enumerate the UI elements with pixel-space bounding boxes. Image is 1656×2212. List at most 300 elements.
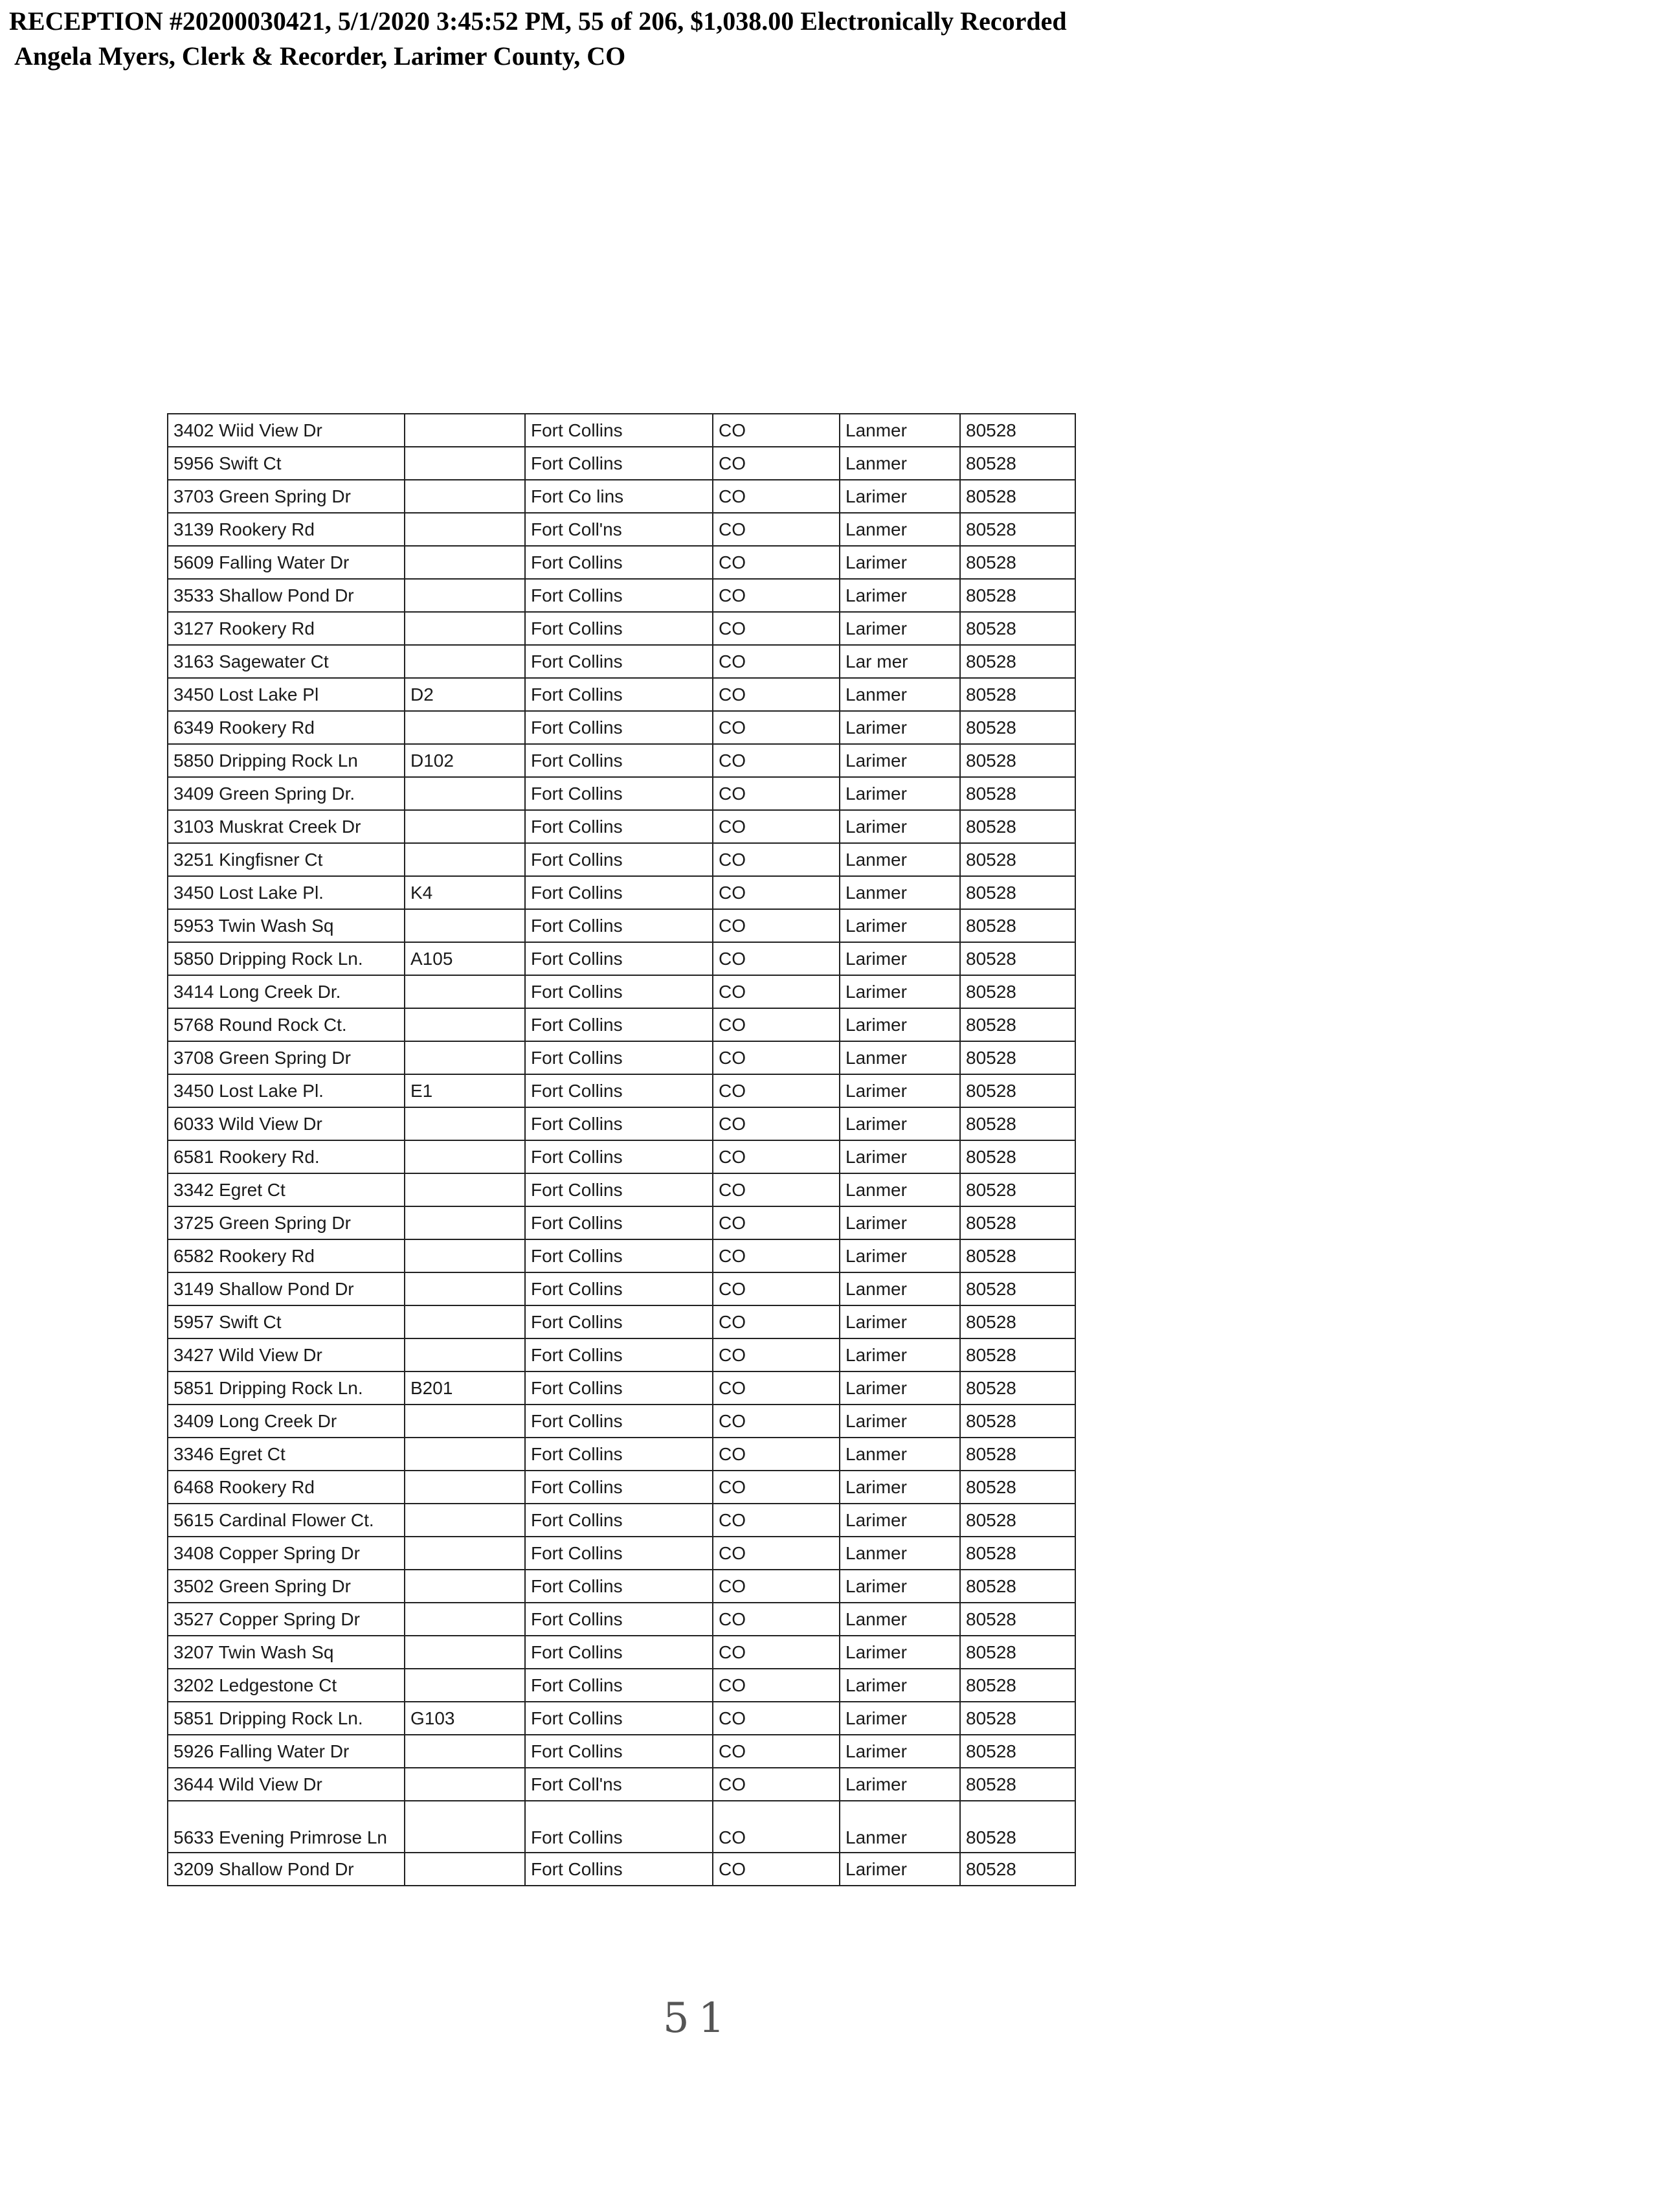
county-cell: Larimer bbox=[840, 579, 960, 612]
state-cell: CO bbox=[713, 909, 840, 942]
unit-cell bbox=[405, 1173, 525, 1206]
address-cell: 3149 Shallow Pond Dr bbox=[168, 1272, 405, 1305]
city-cell: Fort Collins bbox=[525, 1801, 713, 1853]
address-cell: 5953 Twin Wash Sq bbox=[168, 909, 405, 942]
zip-cell: 80528 bbox=[960, 1041, 1075, 1074]
table-row bbox=[168, 579, 1075, 612]
unit-cell bbox=[405, 1636, 525, 1669]
state-cell: CO bbox=[713, 1702, 840, 1735]
county-cell: Lanmer bbox=[840, 678, 960, 711]
table-row bbox=[168, 975, 1075, 1008]
table-row bbox=[168, 612, 1075, 645]
zip-cell: 80528 bbox=[960, 1338, 1075, 1371]
zip-cell: 80528 bbox=[960, 1471, 1075, 1504]
zip-cell: 80528 bbox=[960, 678, 1075, 711]
address-cell: 3725 Green Spring Dr bbox=[168, 1206, 405, 1239]
state-cell: CO bbox=[713, 1074, 840, 1107]
county-cell: Larimer bbox=[840, 909, 960, 942]
county-cell: Lanmer bbox=[840, 447, 960, 480]
unit-cell bbox=[405, 1140, 525, 1173]
zip-cell: 80528 bbox=[960, 447, 1075, 480]
state-cell: CO bbox=[713, 414, 840, 447]
city-cell: Fort Collins bbox=[525, 1239, 713, 1272]
state-cell: CO bbox=[713, 1735, 840, 1768]
city-cell: Fort Collins bbox=[525, 1636, 713, 1669]
zip-cell: 80528 bbox=[960, 1853, 1075, 1886]
address-cell: 3251 Kingfisner Ct bbox=[168, 843, 405, 876]
state-cell: CO bbox=[713, 612, 840, 645]
city-cell: Fort Collins bbox=[525, 1735, 713, 1768]
address-cell: 3127 Rookery Rd bbox=[168, 612, 405, 645]
county-cell: Larimer bbox=[840, 1504, 960, 1537]
state-cell: CO bbox=[713, 1371, 840, 1405]
county-cell: Lanmer bbox=[840, 843, 960, 876]
zip-cell: 80528 bbox=[960, 711, 1075, 744]
city-cell: Fort Collins bbox=[525, 942, 713, 975]
state-cell: CO bbox=[713, 678, 840, 711]
unit-cell bbox=[405, 513, 525, 546]
county-cell: Larimer bbox=[840, 480, 960, 513]
state-cell: CO bbox=[713, 942, 840, 975]
table-row bbox=[168, 1338, 1075, 1371]
zip-cell: 80528 bbox=[960, 546, 1075, 579]
address-cell: 3644 Wild View Dr bbox=[168, 1768, 405, 1801]
county-cell: Larimer bbox=[840, 711, 960, 744]
zip-cell: 80528 bbox=[960, 1305, 1075, 1338]
unit-cell bbox=[405, 1305, 525, 1338]
unit-cell bbox=[405, 414, 525, 447]
address-cell: 3408 Copper Spring Dr bbox=[168, 1537, 405, 1570]
county-cell: Larimer bbox=[840, 612, 960, 645]
state-cell: CO bbox=[713, 1438, 840, 1471]
city-cell: Fort Collins bbox=[525, 1305, 713, 1338]
state-cell: CO bbox=[713, 1140, 840, 1173]
city-cell: Fort Collins bbox=[525, 645, 713, 678]
county-cell: Lanmer bbox=[840, 1438, 960, 1471]
table-row bbox=[168, 777, 1075, 810]
table-row bbox=[168, 1107, 1075, 1140]
city-cell: Fort Collins bbox=[525, 1371, 713, 1405]
state-cell: CO bbox=[713, 1504, 840, 1537]
county-cell: Larimer bbox=[840, 975, 960, 1008]
address-cell: 6582 Rookery Rd bbox=[168, 1239, 405, 1272]
zip-cell: 80528 bbox=[960, 1438, 1075, 1471]
recording-header bbox=[9, 4, 1067, 74]
city-cell: Fort Collins bbox=[525, 810, 713, 843]
zip-cell: 80528 bbox=[960, 1570, 1075, 1603]
address-cell: 5957 Swift Ct bbox=[168, 1305, 405, 1338]
state-cell: CO bbox=[713, 480, 840, 513]
unit-cell bbox=[405, 1272, 525, 1305]
county-cell: Lanmer bbox=[840, 1173, 960, 1206]
city-cell: Fort Co lins bbox=[525, 480, 713, 513]
zip-cell: 80528 bbox=[960, 1801, 1075, 1853]
zip-cell: 80528 bbox=[960, 1140, 1075, 1173]
county-cell: Larimer bbox=[840, 1471, 960, 1504]
table-row bbox=[168, 1272, 1075, 1305]
city-cell: Fort Collins bbox=[525, 975, 713, 1008]
table-row bbox=[168, 678, 1075, 711]
county-cell: Larimer bbox=[840, 1768, 960, 1801]
table-row bbox=[168, 1801, 1075, 1853]
unit-cell: B201 bbox=[405, 1371, 525, 1405]
county-cell: Larimer bbox=[840, 1371, 960, 1405]
county-cell: Larimer bbox=[840, 546, 960, 579]
table-row bbox=[168, 513, 1075, 546]
zip-cell: 80528 bbox=[960, 810, 1075, 843]
table-row bbox=[168, 1702, 1075, 1735]
state-cell: CO bbox=[713, 810, 840, 843]
page-number: 51 bbox=[663, 1994, 734, 2042]
state-cell: CO bbox=[713, 1008, 840, 1041]
table-row bbox=[168, 843, 1075, 876]
city-cell: Fort Collins bbox=[525, 1669, 713, 1702]
state-cell: CO bbox=[713, 447, 840, 480]
address-cell: 6581 Rookery Rd. bbox=[168, 1140, 405, 1173]
county-cell: Lanmer bbox=[840, 1041, 960, 1074]
city-cell: Fort Collins bbox=[525, 414, 713, 447]
table-row bbox=[168, 1603, 1075, 1636]
zip-cell: 80528 bbox=[960, 777, 1075, 810]
unit-cell bbox=[405, 1338, 525, 1371]
unit-cell bbox=[405, 546, 525, 579]
state-cell: CO bbox=[713, 843, 840, 876]
county-cell: Larimer bbox=[840, 1239, 960, 1272]
county-cell: Larimer bbox=[840, 1107, 960, 1140]
table-row bbox=[168, 1206, 1075, 1239]
city-cell: Fort Collins bbox=[525, 1041, 713, 1074]
address-cell: 3414 Long Creek Dr. bbox=[168, 975, 405, 1008]
city-cell: Fort Collins bbox=[525, 447, 713, 480]
address-table bbox=[167, 413, 1076, 1886]
zip-cell: 80528 bbox=[960, 1405, 1075, 1438]
table-row bbox=[168, 1669, 1075, 1702]
table-row bbox=[168, 1537, 1075, 1570]
address-cell: 3346 Egret Ct bbox=[168, 1438, 405, 1471]
state-cell: CO bbox=[713, 1801, 840, 1853]
address-cell: 3708 Green Spring Dr bbox=[168, 1041, 405, 1074]
city-cell: Fort Collins bbox=[525, 711, 713, 744]
zip-cell: 80528 bbox=[960, 744, 1075, 777]
unit-cell bbox=[405, 711, 525, 744]
state-cell: CO bbox=[713, 579, 840, 612]
table-row bbox=[168, 1735, 1075, 1768]
table-row bbox=[168, 711, 1075, 744]
county-cell: Larimer bbox=[840, 777, 960, 810]
table-row bbox=[168, 546, 1075, 579]
unit-cell bbox=[405, 480, 525, 513]
table-row bbox=[168, 744, 1075, 777]
unit-cell bbox=[405, 645, 525, 678]
zip-cell: 80528 bbox=[960, 975, 1075, 1008]
address-cell: 5850 Dripping Rock Ln bbox=[168, 744, 405, 777]
county-cell: Larimer bbox=[840, 1140, 960, 1173]
address-cell: 3450 Lost Lake Pl. bbox=[168, 876, 405, 909]
unit-cell: A105 bbox=[405, 942, 525, 975]
address-cell: 3450 Lost Lake Pl bbox=[168, 678, 405, 711]
address-cell: 3207 Twin Wash Sq bbox=[168, 1636, 405, 1669]
zip-cell: 80528 bbox=[960, 1735, 1075, 1768]
table-row bbox=[168, 810, 1075, 843]
zip-cell: 80528 bbox=[960, 942, 1075, 975]
zip-cell: 80528 bbox=[960, 909, 1075, 942]
county-cell: Larimer bbox=[840, 1338, 960, 1371]
county-cell: Larimer bbox=[840, 1570, 960, 1603]
zip-cell: 80528 bbox=[960, 1636, 1075, 1669]
table-row bbox=[168, 942, 1075, 975]
address-cell: 3409 Green Spring Dr. bbox=[168, 777, 405, 810]
unit-cell: D102 bbox=[405, 744, 525, 777]
address-cell: 3202 Ledgestone Ct bbox=[168, 1669, 405, 1702]
zip-cell: 80528 bbox=[960, 1008, 1075, 1041]
zip-cell: 80528 bbox=[960, 414, 1075, 447]
county-cell: Larimer bbox=[840, 1405, 960, 1438]
address-cell: 3402 Wiid View Dr bbox=[168, 414, 405, 447]
city-cell: Fort Collins bbox=[525, 579, 713, 612]
unit-cell bbox=[405, 909, 525, 942]
county-cell: Larimer bbox=[840, 744, 960, 777]
table-row bbox=[168, 1636, 1075, 1669]
county-cell: Larimer bbox=[840, 942, 960, 975]
state-cell: CO bbox=[713, 1338, 840, 1371]
city-cell: Fort Collins bbox=[525, 843, 713, 876]
state-cell: CO bbox=[713, 1669, 840, 1702]
address-cell: 5956 Swift Ct bbox=[168, 447, 405, 480]
unit-cell: D2 bbox=[405, 678, 525, 711]
address-cell: 3703 Green Spring Dr bbox=[168, 480, 405, 513]
city-cell: Fort Collins bbox=[525, 744, 713, 777]
reception-info-line: RECEPTION #20200030421, 5/1/2020 3:45:52 PM, 55 of 206, $1,038.00 Electronically Recorded bbox=[9, 6, 1067, 36]
zip-cell: 80528 bbox=[960, 1371, 1075, 1405]
county-cell: Larimer bbox=[840, 1735, 960, 1768]
state-cell: CO bbox=[713, 1405, 840, 1438]
county-cell: Larimer bbox=[840, 1702, 960, 1735]
county-cell: Larimer bbox=[840, 1636, 960, 1669]
state-cell: CO bbox=[713, 777, 840, 810]
address-table-body bbox=[168, 414, 1075, 1886]
county-cell: Lanmer bbox=[840, 876, 960, 909]
city-cell: Fort Collins bbox=[525, 612, 713, 645]
city-cell: Fort Collins bbox=[525, 1702, 713, 1735]
state-cell: CO bbox=[713, 1768, 840, 1801]
unit-cell bbox=[405, 1471, 525, 1504]
county-cell: Lanmer bbox=[840, 1603, 960, 1636]
city-cell: Fort Collins bbox=[525, 1008, 713, 1041]
unit-cell bbox=[405, 1438, 525, 1471]
address-cell: 5768 Round Rock Ct. bbox=[168, 1008, 405, 1041]
address-cell: 3502 Green Spring Dr bbox=[168, 1570, 405, 1603]
unit-cell bbox=[405, 579, 525, 612]
zip-cell: 80528 bbox=[960, 579, 1075, 612]
zip-cell: 80528 bbox=[960, 1272, 1075, 1305]
city-cell: Fort Collins bbox=[525, 1140, 713, 1173]
table-row bbox=[168, 645, 1075, 678]
unit-cell bbox=[405, 1603, 525, 1636]
state-cell: CO bbox=[713, 1570, 840, 1603]
state-cell: CO bbox=[713, 1041, 840, 1074]
unit-cell bbox=[405, 1239, 525, 1272]
unit-cell bbox=[405, 1405, 525, 1438]
state-cell: CO bbox=[713, 876, 840, 909]
city-cell: Fort Collins bbox=[525, 1603, 713, 1636]
address-cell: 3450 Lost Lake Pl. bbox=[168, 1074, 405, 1107]
state-cell: CO bbox=[713, 711, 840, 744]
address-cell: 3139 Rookery Rd bbox=[168, 513, 405, 546]
address-cell: 6468 Rookery Rd bbox=[168, 1471, 405, 1504]
address-cell: 5609 Falling Water Dr bbox=[168, 546, 405, 579]
state-cell: CO bbox=[713, 1537, 840, 1570]
table-row bbox=[168, 414, 1075, 447]
city-cell: Fort Collins bbox=[525, 1537, 713, 1570]
county-cell: Larimer bbox=[840, 810, 960, 843]
zip-cell: 80528 bbox=[960, 1239, 1075, 1272]
zip-cell: 80528 bbox=[960, 1669, 1075, 1702]
state-cell: CO bbox=[713, 1206, 840, 1239]
zip-cell: 80528 bbox=[960, 876, 1075, 909]
table-row bbox=[168, 1438, 1075, 1471]
unit-cell bbox=[405, 1853, 525, 1886]
county-cell: Larimer bbox=[840, 1305, 960, 1338]
table-row bbox=[168, 447, 1075, 480]
table-row bbox=[168, 1504, 1075, 1537]
city-cell: Fort Collins bbox=[525, 1338, 713, 1371]
zip-cell: 80528 bbox=[960, 1074, 1075, 1107]
address-cell: 5851 Dripping Rock Ln. bbox=[168, 1702, 405, 1735]
unit-cell: G103 bbox=[405, 1702, 525, 1735]
state-cell: CO bbox=[713, 744, 840, 777]
county-cell: Lanmer bbox=[840, 513, 960, 546]
city-cell: Fort Collins bbox=[525, 876, 713, 909]
unit-cell: E1 bbox=[405, 1074, 525, 1107]
county-cell: Lanmer bbox=[840, 414, 960, 447]
zip-cell: 80528 bbox=[960, 1107, 1075, 1140]
county-cell: Lanmer bbox=[840, 1801, 960, 1853]
county-cell: Larimer bbox=[840, 1074, 960, 1107]
county-cell: Lanmer bbox=[840, 1272, 960, 1305]
zip-cell: 80528 bbox=[960, 480, 1075, 513]
city-cell: Fort Collins bbox=[525, 1471, 713, 1504]
city-cell: Fort Collins bbox=[525, 1504, 713, 1537]
city-cell: Fort Collins bbox=[525, 1570, 713, 1603]
state-cell: CO bbox=[713, 1305, 840, 1338]
unit-cell bbox=[405, 1206, 525, 1239]
state-cell: CO bbox=[713, 975, 840, 1008]
county-cell: Larimer bbox=[840, 1853, 960, 1886]
city-cell: Fort Collins bbox=[525, 1272, 713, 1305]
address-cell: 3342 Egret Ct bbox=[168, 1173, 405, 1206]
unit-cell bbox=[405, 1801, 525, 1853]
city-cell: Fort Collins bbox=[525, 546, 713, 579]
address-cell: 3533 Shallow Pond Dr bbox=[168, 579, 405, 612]
zip-cell: 80528 bbox=[960, 1537, 1075, 1570]
address-cell: 3163 Sagewater Ct bbox=[168, 645, 405, 678]
unit-cell bbox=[405, 975, 525, 1008]
city-cell: Fort Collins bbox=[525, 1206, 713, 1239]
city-cell: Fort Collins bbox=[525, 1074, 713, 1107]
table-row bbox=[168, 1405, 1075, 1438]
zip-cell: 80528 bbox=[960, 612, 1075, 645]
table-row bbox=[168, 1239, 1075, 1272]
table-row bbox=[168, 1768, 1075, 1801]
zip-cell: 80528 bbox=[960, 1702, 1075, 1735]
zip-cell: 80528 bbox=[960, 1173, 1075, 1206]
address-cell: 5615 Cardinal Flower Ct. bbox=[168, 1504, 405, 1537]
table-row bbox=[168, 1853, 1075, 1886]
city-cell: Fort Collins bbox=[525, 1438, 713, 1471]
state-cell: CO bbox=[713, 1603, 840, 1636]
zip-cell: 80528 bbox=[960, 1768, 1075, 1801]
recorder-info-line: Angela Myers, Clerk & Recorder, Larimer County, CO bbox=[14, 41, 626, 71]
address-cell: 3209 Shallow Pond Dr bbox=[168, 1853, 405, 1886]
table-row bbox=[168, 1471, 1075, 1504]
state-cell: CO bbox=[713, 1636, 840, 1669]
address-cell: 3527 Copper Spring Dr bbox=[168, 1603, 405, 1636]
table-row bbox=[168, 1371, 1075, 1405]
unit-cell bbox=[405, 1768, 525, 1801]
city-cell: Fort Collins bbox=[525, 1173, 713, 1206]
city-cell: Fort Collins bbox=[525, 678, 713, 711]
address-cell: 3103 Muskrat Creek Dr bbox=[168, 810, 405, 843]
city-cell: Fort Collins bbox=[525, 1107, 713, 1140]
state-cell: CO bbox=[713, 513, 840, 546]
state-cell: CO bbox=[713, 1107, 840, 1140]
city-cell: Fort Collins bbox=[525, 1405, 713, 1438]
table-row bbox=[168, 1305, 1075, 1338]
zip-cell: 80528 bbox=[960, 843, 1075, 876]
unit-cell bbox=[405, 810, 525, 843]
city-cell: Fort Coll'ns bbox=[525, 513, 713, 546]
address-cell: 5926 Falling Water Dr bbox=[168, 1735, 405, 1768]
unit-cell bbox=[405, 1669, 525, 1702]
unit-cell bbox=[405, 1504, 525, 1537]
address-cell: 5851 Dripping Rock Ln. bbox=[168, 1371, 405, 1405]
state-cell: CO bbox=[713, 1239, 840, 1272]
unit-cell bbox=[405, 1041, 525, 1074]
address-cell: 5633 Evening Primrose Ln bbox=[168, 1801, 405, 1853]
state-cell: CO bbox=[713, 645, 840, 678]
unit-cell: K4 bbox=[405, 876, 525, 909]
city-cell: Fort Collins bbox=[525, 909, 713, 942]
address-cell: 3427 Wild View Dr bbox=[168, 1338, 405, 1371]
unit-cell bbox=[405, 843, 525, 876]
state-cell: CO bbox=[713, 1471, 840, 1504]
address-cell: 6349 Rookery Rd bbox=[168, 711, 405, 744]
unit-cell bbox=[405, 1107, 525, 1140]
county-cell: Larimer bbox=[840, 1008, 960, 1041]
table-row bbox=[168, 1173, 1075, 1206]
zip-cell: 80528 bbox=[960, 513, 1075, 546]
unit-cell bbox=[405, 777, 525, 810]
table-row bbox=[168, 1041, 1075, 1074]
county-cell: Lanmer bbox=[840, 1537, 960, 1570]
state-cell: CO bbox=[713, 1853, 840, 1886]
city-cell: Fort Coll'ns bbox=[525, 1768, 713, 1801]
county-cell: Lar mer bbox=[840, 645, 960, 678]
address-cell: 6033 Wild View Dr bbox=[168, 1107, 405, 1140]
state-cell: CO bbox=[713, 1272, 840, 1305]
unit-cell bbox=[405, 447, 525, 480]
unit-cell bbox=[405, 1008, 525, 1041]
county-cell: Larimer bbox=[840, 1206, 960, 1239]
unit-cell bbox=[405, 1570, 525, 1603]
zip-cell: 80528 bbox=[960, 1603, 1075, 1636]
unit-cell bbox=[405, 1735, 525, 1768]
table-row bbox=[168, 909, 1075, 942]
unit-cell bbox=[405, 1537, 525, 1570]
table-row bbox=[168, 1074, 1075, 1107]
city-cell: Fort Collins bbox=[525, 777, 713, 810]
address-cell: 3409 Long Creek Dr bbox=[168, 1405, 405, 1438]
